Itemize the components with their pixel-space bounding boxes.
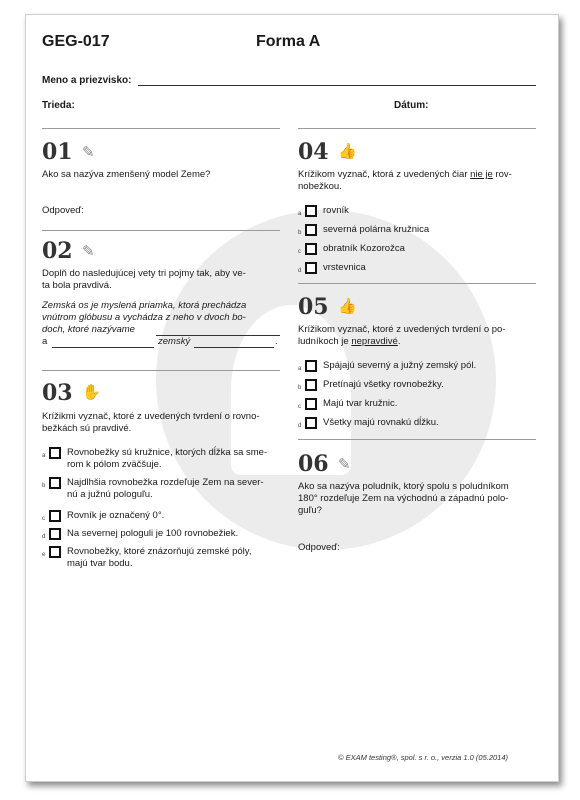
answer-label: Odpoveď: <box>298 542 340 553</box>
checkbox[interactable] <box>49 477 61 489</box>
option-text: Rovník je označený 0°. <box>67 510 165 521</box>
option-letter: b <box>298 230 302 236</box>
question-number: 01 <box>42 139 73 165</box>
option-text: vrstevnica <box>323 262 366 273</box>
checkbox[interactable] <box>305 243 317 255</box>
name-field[interactable] <box>138 85 536 86</box>
answer-label: Odpoveď: <box>42 205 84 216</box>
question-number: 03 <box>42 380 73 406</box>
sentence-text: vnútrom glóbusu a vychádza z neho v dvoch bo- <box>42 312 246 323</box>
option-text: severná polárna kružnica <box>323 224 430 235</box>
option-letter: e <box>42 552 46 558</box>
question-number: 02 <box>42 238 73 264</box>
divider <box>42 128 280 129</box>
question-text: nobežkou. <box>298 181 342 192</box>
option-text: majú tvar bodu. <box>67 558 133 569</box>
question-number: 04 <box>298 139 329 165</box>
option-d[interactable] <box>298 262 366 277</box>
option-text: obratník Kozorožca <box>323 243 405 254</box>
question-text: Doplň do nasledujúcej vety tri pojmy tak, aby ve- <box>42 268 246 279</box>
option-text: rovník <box>323 205 349 216</box>
pencil-icon: ✎ <box>82 144 95 161</box>
option-e[interactable] <box>42 546 282 570</box>
question-text: Krížikmi vyznač, ktoré z uvedených tvrdení o rovno- <box>42 411 260 422</box>
sentence-text: doch, ktoré nazývame <box>42 324 135 335</box>
blank-field[interactable] <box>52 347 154 348</box>
checkbox[interactable] <box>305 379 317 391</box>
class-label: Trieda: <box>42 100 75 111</box>
question-text: ta bola pravdivá. <box>42 280 112 291</box>
sentence-text: . <box>275 336 278 347</box>
option-b[interactable] <box>42 477 282 501</box>
divider <box>42 370 280 371</box>
checkbox[interactable] <box>49 510 61 522</box>
option-a[interactable] <box>298 360 476 375</box>
thumbs-up-icon: 👍 <box>338 298 357 315</box>
question-text: Ako sa nazýva zmenšený model Zeme? <box>42 169 211 180</box>
option-b[interactable] <box>298 379 444 394</box>
option-letter: c <box>42 516 45 522</box>
question-text: guľu? <box>298 505 322 516</box>
option-letter: a <box>42 453 46 459</box>
sentence-text: zemský <box>158 336 191 347</box>
question-text: Krížikom vyznač, ktoré z uvedených tvrdení o po- <box>298 324 506 335</box>
pencil-icon: ✎ <box>338 456 351 473</box>
option-a[interactable] <box>298 205 349 220</box>
question-text: Ako sa nazýva poludník, ktorý spolu s poludníkom <box>298 481 509 492</box>
option-letter: d <box>42 534 46 540</box>
pencil-icon: ✎ <box>82 243 95 260</box>
question-text: Krížikom vyznač, ktorá z uvedených čiar nie je rov- <box>298 169 512 180</box>
blank-field[interactable] <box>194 347 274 348</box>
sentence-text: a <box>42 336 48 347</box>
checkbox[interactable] <box>305 205 317 217</box>
divider <box>298 439 536 440</box>
option-d[interactable] <box>42 528 282 543</box>
option-d[interactable] <box>298 417 439 432</box>
divider <box>42 230 280 231</box>
option-text: Rovnobežky sú kružnice, ktorých dĺžka sa sme- <box>67 447 268 458</box>
question-text: 180° rozdeľuje Zem na východnú a západnú polo- <box>298 493 509 504</box>
option-c[interactable] <box>42 510 282 525</box>
footer-copyright: © EXAM testing®, spol. s r. o., verzia 1.0 (05.2014) <box>338 753 509 762</box>
option-letter: b <box>42 483 46 489</box>
checkbox[interactable] <box>49 447 61 459</box>
option-text: Rovnobežky, ktoré znázorňujú zemské póly, <box>67 546 252 557</box>
option-c[interactable] <box>298 243 405 258</box>
exam-sheet <box>25 14 559 782</box>
divider <box>298 283 536 284</box>
checkbox[interactable] <box>305 224 317 236</box>
option-text: Spájajú severný a južný zemský pól. <box>323 360 477 371</box>
option-letter: c <box>298 404 301 410</box>
checkbox[interactable] <box>49 528 61 540</box>
sentence-text: Zemská os je myslená priamka, ktorá prechádza <box>42 300 247 311</box>
form-label: Forma A <box>256 33 321 50</box>
checkbox[interactable] <box>305 398 317 410</box>
option-a[interactable] <box>42 447 282 471</box>
option-text: Pretínajú všetky rovnobežky. <box>323 379 444 390</box>
question-text: bežkách sú pravdivé. <box>42 423 132 434</box>
question-text: ludníkoch je nepravdivé. <box>298 336 401 347</box>
option-letter: b <box>298 385 302 391</box>
option-c[interactable] <box>298 398 397 413</box>
option-text: Najdlhšia rovnobežka rozdeľuje Zem na sever- <box>67 477 264 488</box>
divider <box>298 128 536 129</box>
option-letter: d <box>298 268 302 274</box>
name-label: Meno a priezvisko: <box>42 75 132 86</box>
hand-icon: ✋ <box>82 384 101 401</box>
date-label: Dátum: <box>394 100 429 111</box>
option-b[interactable] <box>298 224 429 239</box>
option-letter: d <box>298 423 302 429</box>
option-text: Všetky majú rovnakú dĺžku. <box>323 417 439 428</box>
option-text: Na severnej pologuli je 100 rovnobežiek. <box>67 528 239 539</box>
option-letter: a <box>298 366 302 372</box>
option-text: nú a južnú pologuľu. <box>67 489 153 500</box>
option-letter: a <box>298 211 302 217</box>
question-number: 05 <box>298 294 329 320</box>
question-number: 06 <box>298 451 329 477</box>
option-text: rom k pólom zväčšuje. <box>67 459 162 470</box>
checkbox[interactable] <box>305 360 317 372</box>
checkbox[interactable] <box>305 417 317 429</box>
option-letter: c <box>298 249 301 255</box>
option-text: Majú tvar kružnic. <box>323 398 398 409</box>
test-code: GEG-017 <box>42 33 110 50</box>
thumbs-up-icon: 👍 <box>338 143 357 160</box>
checkbox[interactable] <box>49 546 61 558</box>
checkbox[interactable] <box>305 262 317 274</box>
